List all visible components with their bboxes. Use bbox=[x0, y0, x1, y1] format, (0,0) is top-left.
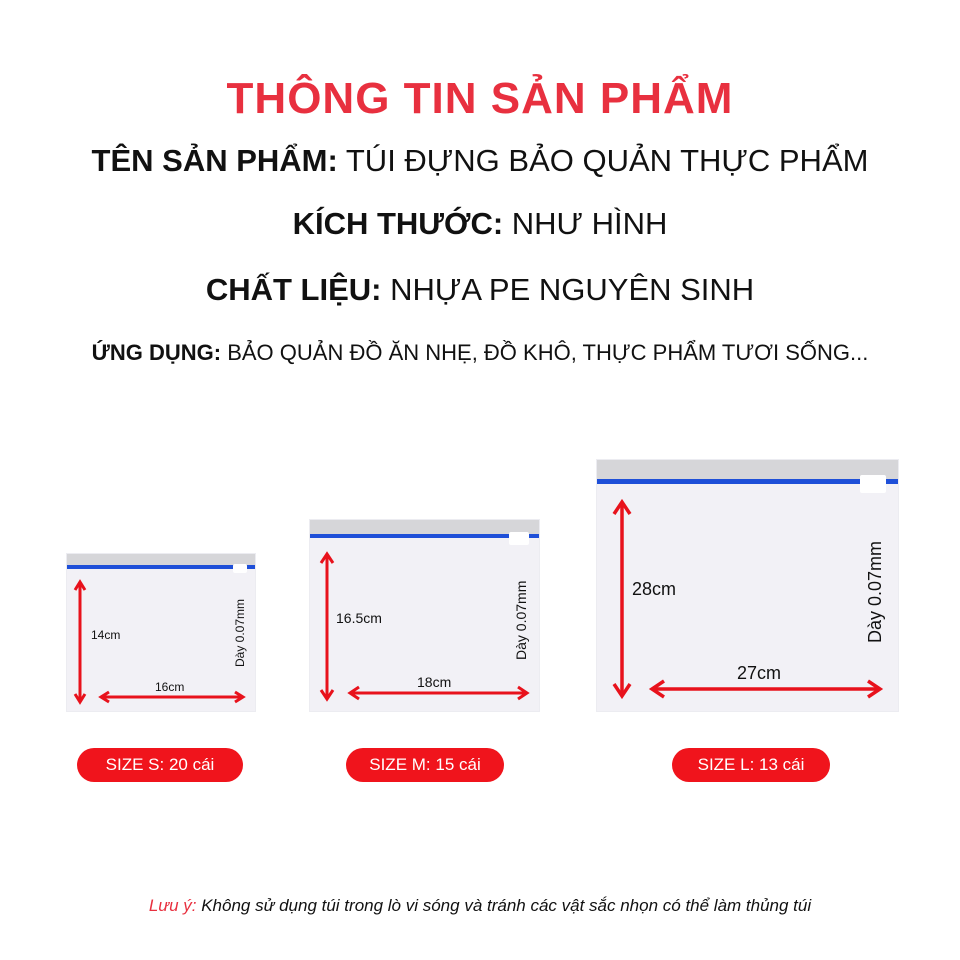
note-text: Không sử dụng túi trong lò vi sóng và tránh các vật sắc nhọn có thể làm thủng túi bbox=[196, 896, 812, 915]
bag-thickness-label: Dày 0.07mm bbox=[233, 598, 247, 667]
bag-height-label: 14cm bbox=[91, 628, 121, 642]
product-size-line bbox=[0, 206, 960, 242]
note-label: Lưu ý: bbox=[148, 896, 197, 915]
usage-note bbox=[0, 896, 960, 916]
bag-medium-illustration bbox=[310, 520, 539, 711]
size-l-badge: SIZE L: 13 cái bbox=[672, 748, 830, 782]
bag-height-label: 28cm bbox=[632, 579, 677, 599]
product-size-label: KÍCH THƯỚC: bbox=[292, 206, 504, 241]
product-material-value: NHỰA PE NGUYÊN SINH bbox=[381, 272, 755, 307]
size-m-badge: SIZE M: 15 cái bbox=[346, 748, 504, 782]
size-s-badge: SIZE S: 20 cái bbox=[77, 748, 243, 782]
bag-large-illustration bbox=[597, 460, 898, 711]
bag-width-label: 18cm bbox=[417, 674, 452, 690]
product-usage-label: ỨNG DỤNG: bbox=[91, 340, 222, 365]
bag-width-label: 27cm bbox=[737, 663, 782, 683]
product-usage-value: BẢO QUẢN ĐỒ ĂN NHẸ, ĐỒ KHÔ, THỰC PHẨM TƯƠI SỐNG... bbox=[221, 340, 869, 365]
bag-small-illustration bbox=[67, 554, 255, 711]
page-title: THÔNG TIN SẢN PHẨM bbox=[226, 74, 734, 123]
bag-thickness-label: Dày 0.07mm bbox=[513, 580, 529, 660]
product-name-line bbox=[0, 143, 960, 179]
product-material-line bbox=[0, 272, 960, 308]
product-size-value: NHƯ HÌNH bbox=[503, 206, 668, 241]
bag-width-label: 16cm bbox=[155, 680, 185, 694]
product-material-label: CHẤT LIỆU: bbox=[205, 272, 382, 307]
product-name-value: TÚI ĐỰNG BẢO QUẢN THỰC PHẨM bbox=[337, 143, 869, 178]
bag-height-label: 16.5cm bbox=[336, 610, 382, 626]
product-usage-line bbox=[0, 340, 960, 366]
bag-thickness-label: Dày 0.07mm bbox=[865, 540, 885, 643]
product-name-label: TÊN SẢN PHẨM: bbox=[91, 143, 338, 178]
